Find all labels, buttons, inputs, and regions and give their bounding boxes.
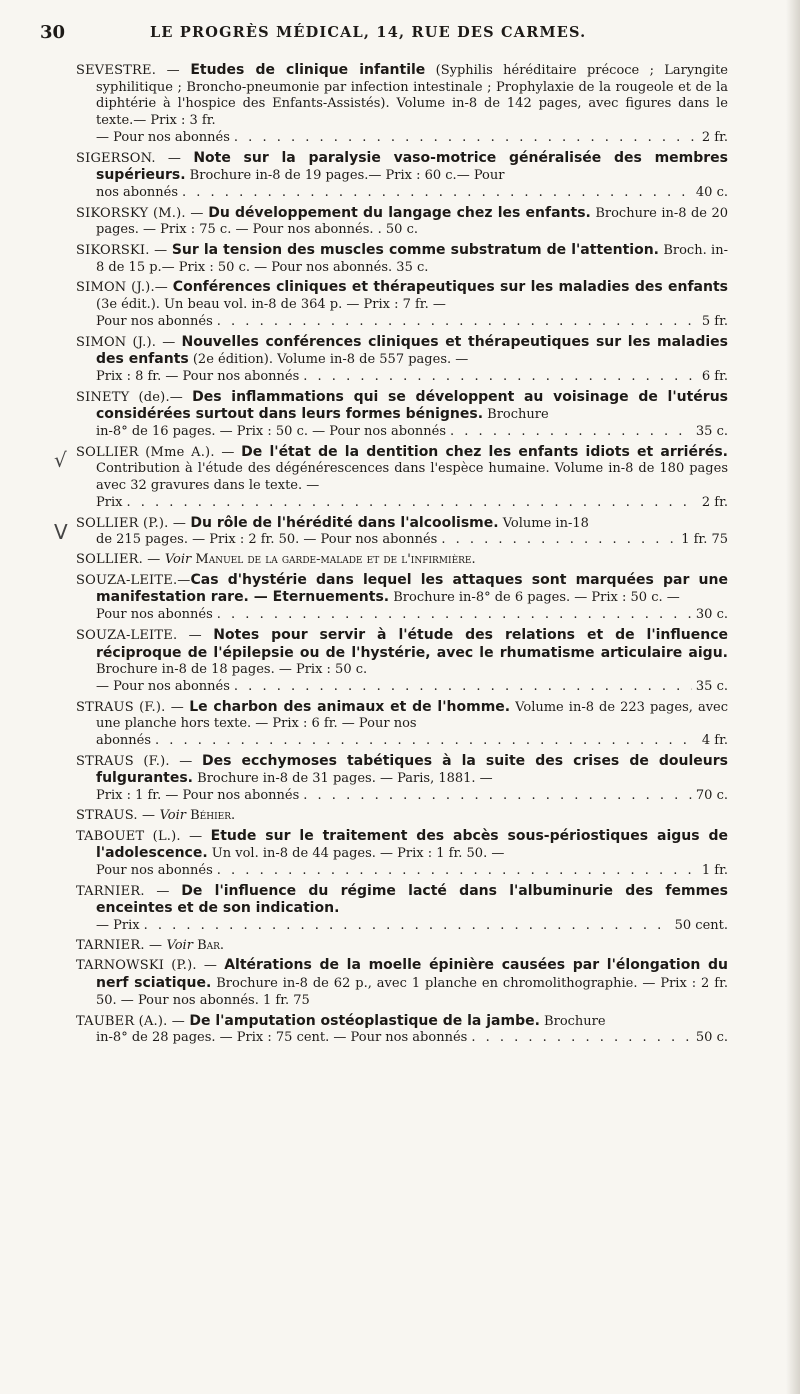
entry-see-label: Voir	[164, 551, 192, 567]
entry-price-label: — Pour nos abonnés	[96, 129, 230, 145]
entry-title: Des ecchymoses tabétiques à la suite des crises de douleurs fulgurantes.	[96, 752, 728, 787]
entry-author: SIGERSON. —	[76, 150, 194, 166]
entry-title: Etudes de clinique infantile	[190, 62, 426, 78]
entry-author: SOUZA-LEITE. —	[76, 627, 214, 643]
page-header	[40, 22, 740, 48]
entry-title: Le charbon des animaux et de l'homme.	[189, 698, 511, 715]
entry-title: Altérations de la moelle épinière causées par l'élongation du nerf sciatique.	[96, 957, 728, 992]
catalog-entry	[76, 753, 728, 805]
entry-title: Etude sur le traitement des abcès sous-périostiques aigus de l'adolescence.	[96, 827, 728, 862]
margin-check-mark: √	[54, 448, 67, 472]
entry-author: STRAUS. —	[76, 807, 160, 823]
catalog-entry	[76, 938, 728, 955]
entry-author: SINETY (de).—	[76, 389, 193, 405]
catalog-entry	[76, 957, 728, 1009]
entry-description: Volume in-18	[498, 515, 589, 531]
entry-see-reference: Béhier.	[190, 807, 236, 823]
entry-price-label: Pour nos abonnés	[96, 313, 213, 329]
catalog-entry	[76, 279, 728, 330]
catalog-entry	[76, 389, 728, 441]
entry-price: 70 c.	[695, 788, 728, 804]
dot-leader	[126, 495, 697, 512]
entry-price: 50 c.	[695, 1030, 728, 1046]
entry-price-line	[96, 495, 728, 512]
entry-description: Brochure	[539, 1013, 606, 1029]
dot-leader	[144, 918, 671, 935]
catalog-entry	[76, 627, 728, 696]
entry-price: 35 c.	[695, 678, 728, 694]
entry-author: TAUBER (A.). —	[76, 1013, 190, 1029]
entry-price-label: — Pour nos abonnés	[96, 678, 230, 694]
dot-leader	[471, 1030, 692, 1047]
entry-title: De l'état de la dentition chez les enfants idiots et arriérés.	[241, 443, 728, 460]
entry-author: SIMON (J.). —	[76, 334, 182, 350]
entry-price: 1 fr. 75	[681, 532, 728, 548]
entry-author: SOLLIER. —	[76, 551, 165, 567]
entry-title: Des inflammations qui se développent au voisinage de l'utérus considérées surtout dans leurs formes bénignes.	[96, 388, 729, 423]
dot-leader	[182, 185, 692, 202]
entry-description: Volume in-8 de 223 pages, avec une planche hors texte. — Prix : 6 fr. — Pour nos	[96, 699, 729, 732]
dot-leader	[303, 369, 698, 386]
entry-author: SOLLIER (P.). —	[76, 515, 191, 531]
running-head: LE PROGRÈS MÉDICAL, 14, RUE DES CARMES.	[150, 24, 587, 41]
page-edge-shadow	[786, 0, 800, 1394]
entry-description: Brochure in-8 de 62 p., avec 1 planche en chromolithographie. — Prix : 2 fr. 50. — Pour nos abonnés. 1 fr. 75	[96, 976, 728, 1008]
entry-price: 1 fr.	[701, 862, 728, 878]
catalog-entry	[76, 808, 728, 825]
entry-description: Brochure in-8 de 19 pages.— Prix : 60 c.— Pour	[185, 168, 505, 184]
entry-author: TARNIER. —	[76, 937, 167, 953]
entry-see-reference: Manuel de la garde-malade et de l'infirmière.	[195, 551, 476, 567]
entry-author: SEVESTRE. —	[76, 63, 191, 78]
entry-see-label: Voir	[166, 937, 193, 953]
catalog-entry	[76, 572, 728, 624]
entry-price-line	[96, 918, 728, 935]
margin-check-mark: V	[54, 520, 68, 544]
entry-description: Contribution à l'étude des dégénérescences dans l'espèce humaine. Volume in-8 de 180 pages avec 32 gravures dans le texte. —	[96, 461, 728, 494]
entry-price-line	[96, 1030, 728, 1047]
entry-description: Un vol. in-8 de 44 pages. — Prix : 1 fr. 50. —	[207, 846, 505, 862]
entry-description: (3e édit.). Un beau vol. in-8 de 364 p. — Prix : 7 fr. —	[96, 297, 446, 313]
entry-price: 2 fr.	[701, 129, 728, 145]
entry-description: Brochure in-8 de 20 pages. — Prix : 75 c. — Pour nos abonnés. . 50 c.	[96, 205, 728, 238]
dot-leader	[450, 424, 692, 441]
entry-author: TARNOWSKI (P.). —	[76, 958, 225, 974]
entry-price: 6 fr.	[701, 368, 728, 384]
entry-price-line	[96, 130, 728, 147]
entry-author: STRAUS (F.). —	[76, 753, 202, 769]
entry-author: TABOUET (L.). —	[76, 828, 211, 844]
entry-price: 30 c.	[695, 607, 728, 623]
entry-price-line	[96, 532, 728, 549]
entry-price-label: Pour nos abonnés	[96, 862, 213, 878]
entry-description: Broch. in-8 de 15 p.— Prix : 50 c. — Pour nos abonnés. 35 c.	[96, 243, 728, 275]
dot-leader	[234, 130, 698, 147]
entry-price-label: Prix : 8 fr. — Pour nos abonnés	[96, 368, 300, 384]
entry-price-label: in-8° de 28 pages. — Prix : 75 cent. — Pour nos abonnés	[96, 1030, 468, 1046]
entry-price-line	[96, 369, 728, 386]
catalog-entry	[76, 242, 728, 276]
entry-price-line	[96, 733, 728, 750]
page-number: 30	[40, 22, 66, 43]
entry-price-label: de 215 pages. — Prix : 2 fr. 50. — Pour nos abonnés	[96, 532, 438, 548]
catalog-entry	[76, 699, 728, 750]
dot-leader	[155, 733, 698, 750]
entry-author: TARNIER. —	[76, 883, 182, 899]
entry-price-label: abonnés	[96, 733, 152, 749]
entry-price: 4 fr.	[701, 733, 728, 749]
entry-price-label: nos abonnés	[96, 184, 179, 200]
catalog-entry	[76, 1013, 728, 1047]
entry-price-line	[96, 314, 728, 331]
catalog-entry	[76, 444, 728, 512]
entry-title: Du développement du langage chez les enfants.	[208, 204, 591, 221]
entry-price-line	[96, 788, 728, 805]
entry-title: Cas d'hystérie dans lequel les attaques sont marquées par une manifestation rare. — Eternuements.	[96, 571, 728, 606]
entry-description: Brochure in-8° de 6 pages. — Prix : 50 c. —	[389, 590, 680, 606]
entry-author: SIKORSKI. —	[76, 243, 172, 259]
catalog-entry	[76, 883, 728, 935]
dot-leader	[441, 532, 677, 549]
entry-description: Brochure	[483, 407, 549, 423]
entry-see-reference: Bar.	[197, 937, 225, 953]
entry-price-line	[96, 185, 728, 202]
dot-leader	[217, 314, 698, 331]
entry-author: SOUZA-LEITE.—	[76, 572, 191, 588]
entry-description: Brochure in-8 de 31 pages. — Paris, 1881. —	[193, 771, 493, 787]
entry-title: Notes pour servir à l'étude des relations et de l'influence réciproque de l'épilepsie ou de l'hystérie, avec le rhumatisme articulaire aigu.	[96, 626, 728, 661]
entry-see-label: Voir	[159, 807, 186, 823]
entry-description: (2e édition). Volume in-8 de 557 pages. —	[188, 352, 469, 368]
entry-price: 50 cent.	[674, 918, 728, 934]
entry-price: 2 fr.	[701, 494, 728, 510]
entry-title: Note sur la paralysie vaso-motrice généralisée des membres supérieurs.	[96, 149, 728, 184]
catalog-entry	[76, 205, 728, 239]
entry-price: 40 c.	[695, 184, 728, 200]
catalog-entry	[76, 515, 728, 549]
entry-price-label: Pour nos abonnés	[96, 607, 213, 623]
entry-author: SIKORSKY (M.). —	[76, 205, 209, 221]
catalog-entry	[76, 334, 728, 386]
entry-price-label: — Prix	[96, 918, 140, 934]
dot-leader	[217, 863, 698, 880]
entry-price-line	[96, 424, 728, 441]
entry-title: De l'influence du régime lacté dans l'albuminurie des femmes enceintes et de son indication.	[96, 882, 728, 917]
catalog-entry	[76, 150, 728, 202]
entry-description: Brochure in-8 de 18 pages. — Prix : 50 c.	[96, 662, 368, 678]
entry-author: STRAUS (F.). —	[76, 699, 190, 715]
entry-price-line	[96, 607, 728, 624]
dot-leader	[234, 679, 692, 696]
entry-title: Conférences cliniques et thérapeutiques sur les maladies des enfants	[172, 279, 728, 296]
entry-price: 35 c.	[695, 424, 728, 440]
catalog-entries	[76, 62, 728, 1050]
entry-price-label: in-8° de 16 pages. — Prix : 50 c. — Pour nos abonnés	[96, 424, 447, 440]
entry-description: (Syphilis héréditaire précoce ; Laryngite syphilitique ; Broncho-pneumonie par infection intestinale ; Prophylaxie de la rougeole et de la diphtérie à l'hospice des Enfants-Assistés). Volume in-8 de 142 pages, avec figures dans le texte.— Prix : 3 fr.	[96, 63, 728, 129]
entry-price-label: Prix : 1 fr. — Pour nos abonnés	[96, 788, 300, 804]
catalog-entry	[76, 828, 728, 880]
entry-title: Sur la tension des muscles comme substratum de l'attention.	[171, 242, 659, 259]
catalog-entry	[76, 62, 728, 147]
entry-price-label: Prix	[96, 494, 123, 510]
catalog-entry	[76, 552, 728, 569]
entry-price-line	[96, 679, 728, 696]
entry-title: De l'amputation ostéoplastique de la jambe.	[189, 1012, 540, 1029]
entry-title: Du rôle de l'hérédité dans l'alcoolisme.	[190, 514, 499, 531]
entry-title: Nouvelles conférences cliniques et thérapeutiques sur les maladies des enfants	[96, 333, 728, 368]
entry-price: 5 fr.	[701, 313, 728, 329]
entry-author: SIMON (J.).—	[76, 280, 173, 296]
entry-author: SOLLIER (Mme A.). —	[76, 444, 242, 460]
entry-price-line	[96, 863, 728, 880]
dot-leader	[303, 788, 692, 805]
dot-leader	[217, 607, 692, 624]
